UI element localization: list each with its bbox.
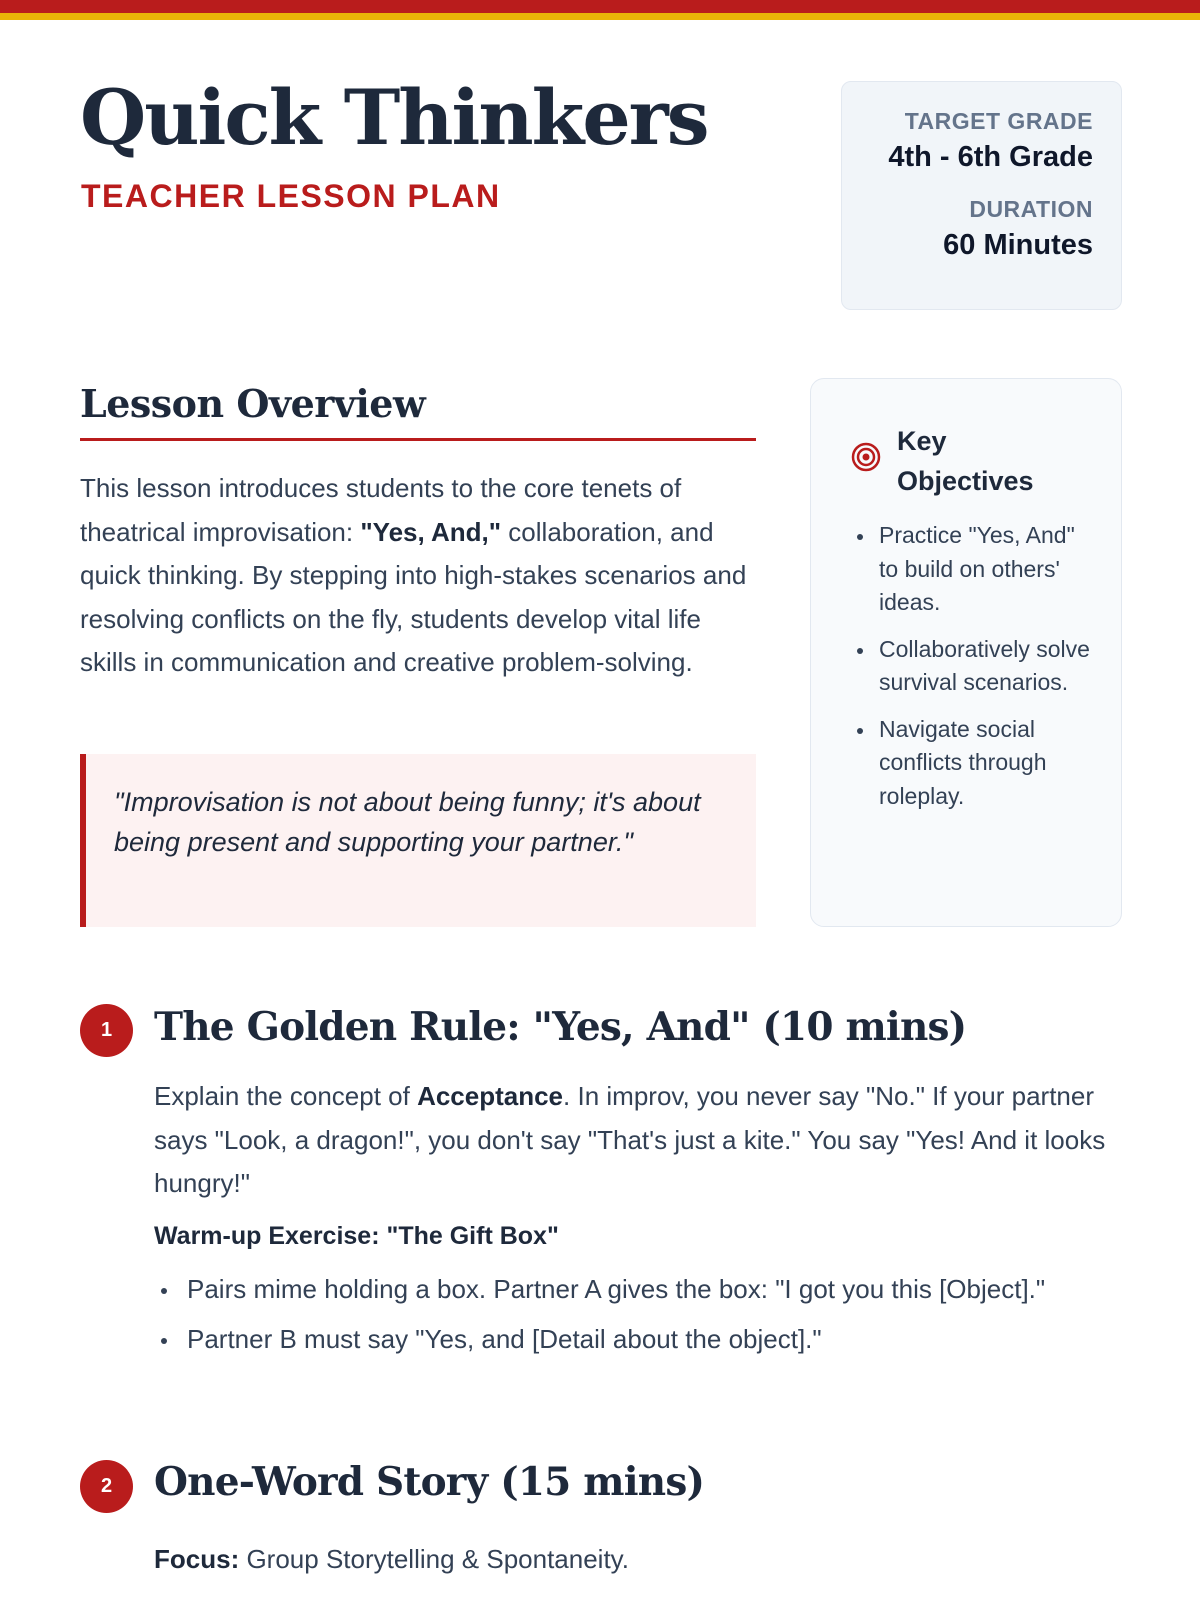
- overview-text-emphasis: "Yes, And,": [360, 516, 502, 547]
- grade-label: TARGET GRADE: [904, 108, 1093, 134]
- lesson-meta-card: [841, 81, 1122, 310]
- exercise-item: Partner B must say "Yes, and [Detail about the object].": [154, 1318, 1054, 1362]
- duration-label: DURATION: [969, 196, 1093, 222]
- overview-text-start: This lesson introduces students to the core tenets of theatrical improvisation:: [80, 473, 682, 547]
- section-1-title: The Golden Rule: "Yes, And" (10 mins): [154, 1004, 967, 1050]
- page-title: Quick Thinkers: [80, 73, 708, 162]
- page-subtitle: TEACHER LESSON PLAN: [81, 178, 501, 214]
- section-1-body-emphasis: Acceptance: [417, 1081, 564, 1111]
- top-accent-bar: [0, 0, 1200, 13]
- warmup-exercise-list: [154, 1268, 1054, 1367]
- objectives-title: Key Objectives: [897, 426, 1034, 496]
- section-1-badge: 1: [80, 1004, 133, 1057]
- focus-label: Focus:: [154, 1544, 240, 1574]
- top-accent-stripe: [0, 13, 1200, 20]
- overview-paragraph: [80, 467, 760, 685]
- section-1-body-end: . In improv, you never say "No." If your partner says "Look, a dragon!", you don't say "That's just a kite." You say "Yes! And it looks hungry!": [154, 1081, 1106, 1198]
- warmup-exercise-title: Warm-up Exercise: "The Gift Box": [154, 1222, 559, 1250]
- objectives-card: [810, 378, 1122, 927]
- overview-text-end: collaboration, and quick thinking. By stepping into high-stakes scenarios and resolving conflicts on the fly, students develop vital life skills in communication and creative problem-solving.: [80, 516, 747, 677]
- duration-value: 60 Minutes: [943, 229, 1093, 261]
- section-2-focus: [154, 1538, 629, 1582]
- section-2-title: One-Word Story (15 mins): [154, 1459, 705, 1505]
- overview-quote: "Improvisation is not about being funny; it's about being present and supporting your partner.": [80, 754, 756, 927]
- section-1-body-start: Explain the concept of: [154, 1081, 418, 1111]
- target-icon: [851, 442, 881, 472]
- objective-item: Navigate social conflicts through roleplay.: [853, 713, 1093, 814]
- section-2-badge: 2: [80, 1460, 133, 1513]
- focus-text: Group Storytelling & Spontaneity.: [239, 1544, 629, 1574]
- objective-item: Practice "Yes, And" to build on others' ideas.: [853, 519, 1093, 620]
- objectives-list: [853, 519, 1093, 826]
- overview-heading: Lesson Overview: [80, 381, 756, 441]
- objective-item: Collaboratively solve survival scenarios.: [853, 633, 1093, 700]
- grade-value: 4th - 6th Grade: [888, 141, 1093, 173]
- exercise-item: Pairs mime holding a box. Partner A gives the box: "I got you this [Object].": [154, 1268, 1054, 1312]
- section-1-body: [154, 1075, 1114, 1206]
